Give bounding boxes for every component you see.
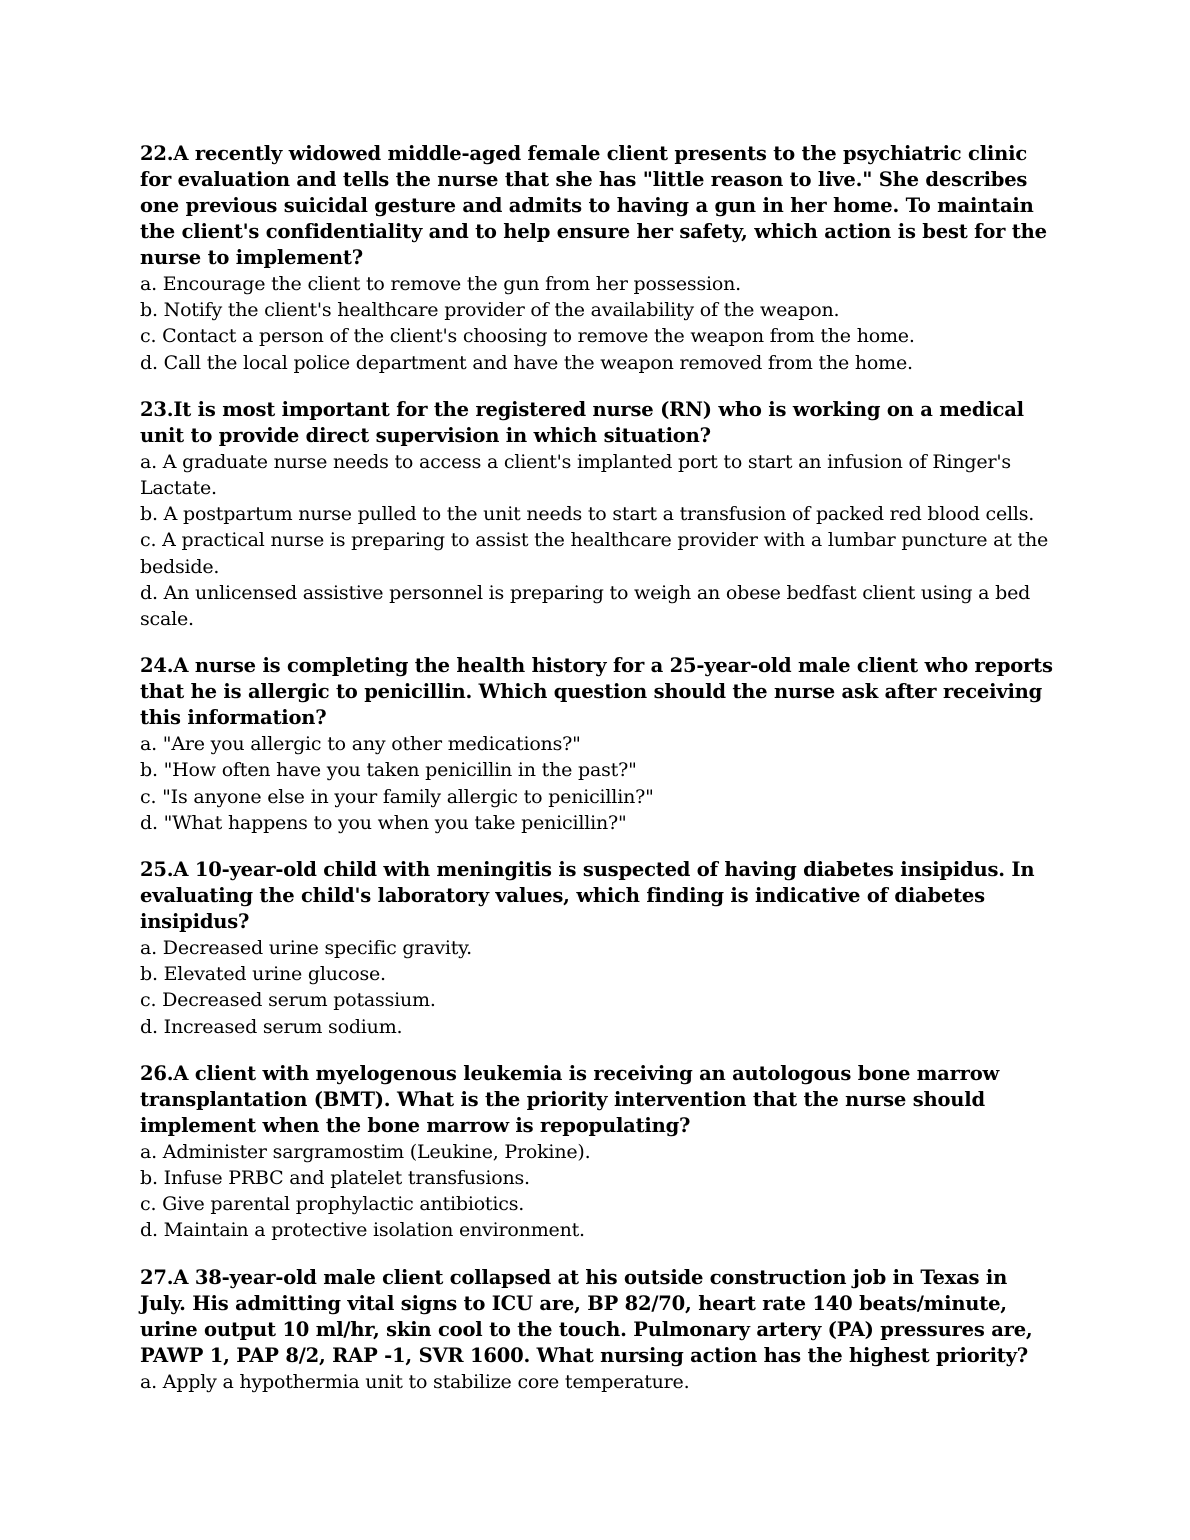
answer-option: a. Apply a hypothermia unit to stabilize core temperature.: [140, 1370, 690, 1393]
answer-option: c. Give parental prophylactic antibiotics.: [140, 1193, 525, 1216]
answer-option: d. Maintain a protective isolation environment.: [140, 1219, 585, 1242]
question-list: [140, 141, 1055, 1416]
question-number: 25.: [140, 858, 174, 882]
question-text: A 38-year-old male client collapsed at his outside construction job in Texas in July. His admitting vital signs to ICU are, BP 82/70, heart rate 140 beats/minute, urine output 10 ml/hr, skin cool to the touch. Pulmonary artery (PA) pressures are, PAWP 1, PAP 8/2, RAP -1, SVR 1600. What nursing action has the highest priority?: [140, 1265, 1033, 1367]
question-stem: [140, 397, 1055, 449]
question-text: A recently widowed middle-aged female client presents to the psychiatric clinic for evaluation and tells the nurse that she has "little reason to live." She describes one previous suicidal gesture and admits to having a gun in her home. To maintain the client's confidentiality and to help ensure her safety, which action is best for the nurse to implement?: [140, 142, 1047, 269]
question-23: [140, 397, 1055, 632]
answer-option: a. Decreased urine specific gravity.: [140, 937, 473, 960]
question-26: [140, 1061, 1055, 1244]
answer-option: d. Call the local police department and have the weapon removed from the home.: [140, 351, 913, 374]
answer-option: a. Encourage the client to remove the gun from her possession.: [140, 273, 741, 295]
question-22: [140, 141, 1055, 376]
answer-option: c. A practical nurse is preparing to assist the healthcare provider with a lumbar puncture at the bedside.: [140, 529, 1049, 578]
question-text: A nurse is completing the health history for a 25-year-old male client who reports that he is allergic to penicillin. Which question should the nurse ask after receiving this information?: [140, 654, 1053, 730]
question-stem: [140, 141, 1055, 271]
question-stem: [140, 1061, 1055, 1139]
answer-option: d. An unlicensed assistive personnel is preparing to weigh an obese bedfast client using a bed scale.: [140, 581, 1031, 631]
answer-option: b. A postpartum nurse pulled to the unit needs to start a transfusion of packed red blood cells.: [140, 503, 1035, 526]
question-stem: [140, 1265, 1055, 1369]
answer-option: b. Notify the client's healthcare provider of the availability of the weapon.: [140, 299, 840, 322]
question-number: 23.: [140, 397, 174, 421]
question-24: [140, 653, 1055, 836]
question-stem: [140, 857, 1055, 935]
answer-option: d. "What happens to you when you take penicillin?": [140, 811, 627, 834]
answer-option: a. "Are you allergic to any other medications?": [140, 733, 581, 756]
question-text: It is most important for the registered nurse (RN) who is working on a medical unit to provide direct supervision in which situation?: [140, 397, 1024, 447]
question-text: A client with myelogenous leukemia is receiving an autologous bone marrow transplantation (BMT). What is the priority intervention that the nurse should implement when the bone marrow is repopulating?: [140, 1061, 1000, 1137]
answer-option: c. Contact a person of the client's choosing to remove the weapon from the home.: [140, 325, 915, 348]
question-number: 27.: [140, 1265, 174, 1289]
question-number: 24.: [140, 654, 174, 678]
answer-option: b. Infuse PRBC and platelet transfusions.: [140, 1167, 530, 1190]
answer-option: c. Decreased serum potassium.: [140, 989, 436, 1012]
question-25: [140, 857, 1055, 1040]
answer-option: d. Increased serum sodium.: [140, 1015, 403, 1038]
question-text: A 10-year-old child with meningitis is suspected of having diabetes insipidus. In evaluating the child's laboratory values, which finding is indicative of diabetes insipidus?: [140, 858, 1035, 934]
answer-option: a. Administer sargramostim (Leukine, Prokine).: [140, 1140, 591, 1163]
question-number: 26.: [140, 1061, 174, 1085]
answer-option: a. A graduate nurse needs to access a client's implanted port to start an infusion of Ringer's Lactate.: [140, 450, 1011, 500]
answer-option: c. "Is anyone else in your family allergic to penicillin?": [140, 785, 654, 808]
question-stem: [140, 653, 1055, 731]
question-27: [140, 1265, 1055, 1395]
answer-option: b. "How often have you taken penicillin in the past?": [140, 759, 637, 782]
question-number: 22.: [140, 142, 174, 165]
answer-option: b. Elevated urine glucose.: [140, 963, 386, 986]
